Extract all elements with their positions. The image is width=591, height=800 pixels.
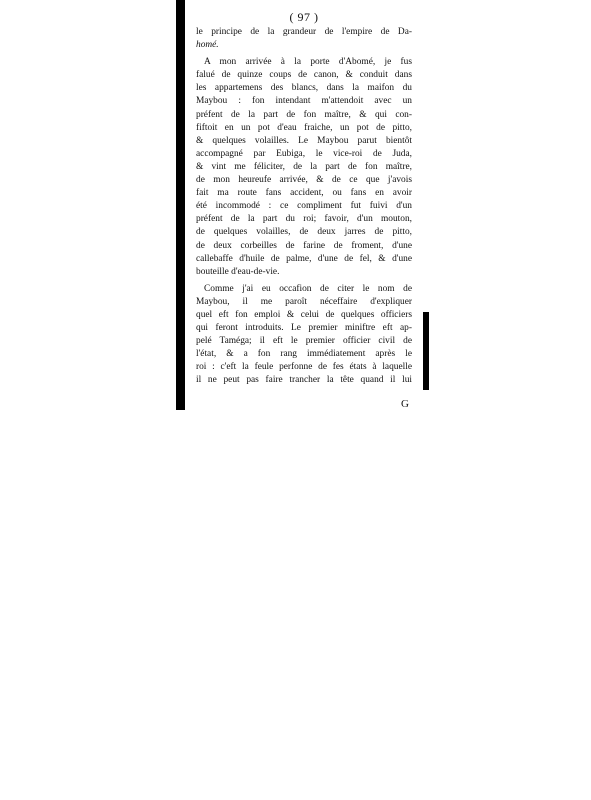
text-line: & quelques volailles. Le Maybou parut bientôt <box>196 135 412 146</box>
text-line: de quelques volailles, de deux jarres de pitto, <box>196 227 412 238</box>
text-line: quel eft fon emploi & celui de quelques officiers <box>196 309 412 320</box>
text-line: qui feront introduits. Le premier miniftre eft ap- <box>196 323 412 334</box>
text-line: préfent de la part de fon maître, & qui con- <box>196 109 412 120</box>
text-line: été incommodé : ce compliment fut fuivi d'un <box>196 201 412 212</box>
text-line: roi : c'eft la feule perfonne de fes états à laquelle <box>196 362 412 373</box>
text-line: bouteille d'eau-de-vie. <box>196 266 280 277</box>
text-line: Maybou : fon intendant m'attendoit avec un <box>196 96 412 107</box>
catchword: G <box>401 398 409 410</box>
text-line: A mon arrivée à la porte d'Abomé, je fus <box>204 57 412 68</box>
text-line: callebaffe d'huile de palme, d'une de fel, & d'une <box>196 253 412 264</box>
text-line: il ne peut pas faire trancher la tête quand il lui <box>196 375 412 386</box>
paragraph-1 <box>196 26 412 52</box>
text-line: fiftoit en un pot d'eau fraiche, un pot de pitto, <box>196 122 412 133</box>
text-line: Comme j'ai eu occafion de citer le nom de <box>204 283 412 294</box>
text-line: fait ma route fans accident, ou fans en avoir <box>196 188 412 199</box>
text-line: l'état, & a fon rang immédiatement après le <box>196 349 412 360</box>
text-line: de mon heureufe arrivée, & de ce que j'avois <box>196 175 412 186</box>
text-line: de deux corbeilles de farine de froment, d'une <box>196 240 412 251</box>
text-line: les appartemens des blancs, dans la maifon du <box>196 83 412 94</box>
text-line: préfent de la part du roi; favoir, d'un mouton, <box>196 214 412 225</box>
paragraph-2 <box>196 56 412 279</box>
text-line: homé. <box>196 40 219 51</box>
paragraph-3 <box>196 283 412 388</box>
binding-edge <box>176 0 185 410</box>
text-line: & vint me féliciter, de la part de fon maître, <box>196 161 412 172</box>
scan-artifact-bar <box>423 312 429 390</box>
text-line: le principe de la grandeur de l'empire de Da- <box>196 27 412 37</box>
page-number: ( 97 ) <box>289 10 319 24</box>
text-line: falué de quinze coups de canon, & conduit dans <box>196 70 412 81</box>
text-line: Maybou, il me paroît néceffaire d'expliquer <box>196 296 412 307</box>
text-line: accompagné par Eubiga, le vice-roi de Juda, <box>196 148 412 159</box>
book-page <box>196 10 412 388</box>
text-line: pelé Taméga; il eft le premier officier civil de <box>196 336 412 347</box>
